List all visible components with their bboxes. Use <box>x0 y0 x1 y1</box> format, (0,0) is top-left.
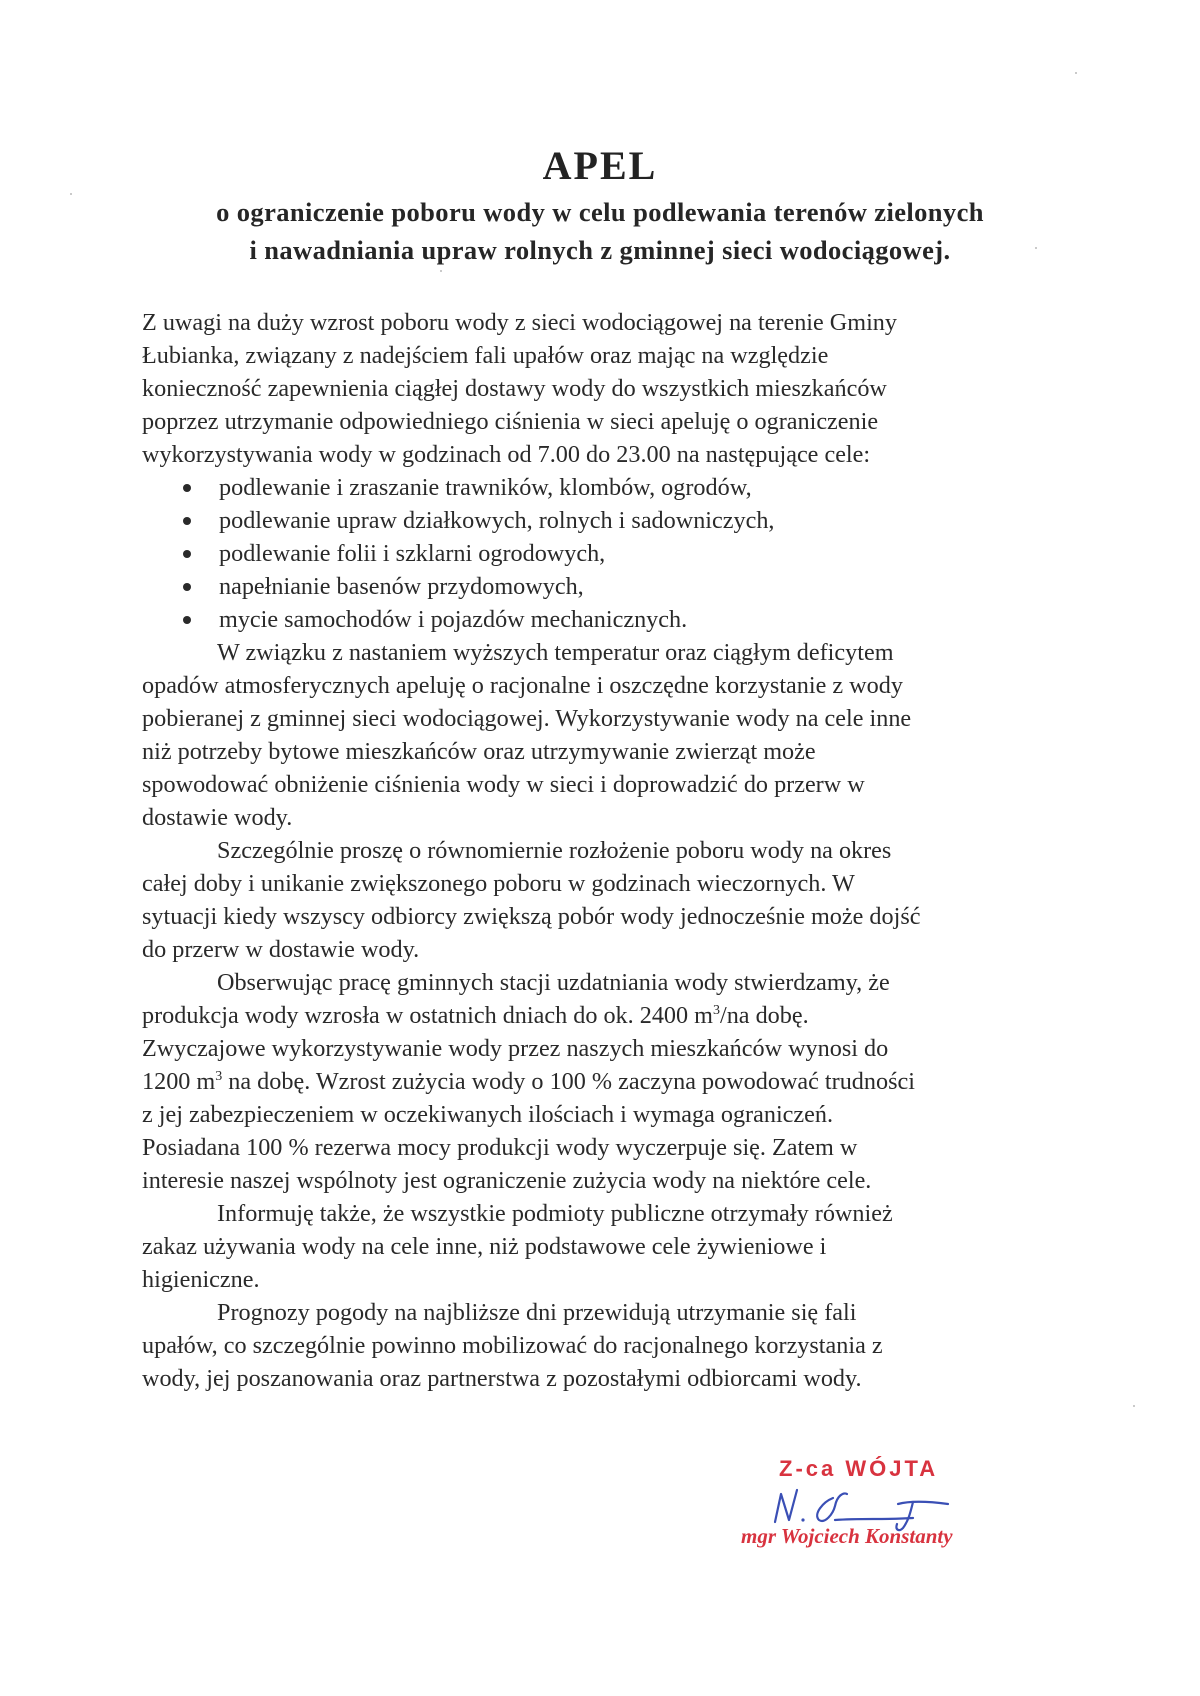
text-fragment: produkcja wody wzrosła w ostatnich dniach do ok. 2400 m <box>142 1002 713 1029</box>
list-item <box>142 504 1062 537</box>
paragraph <box>142 1296 1062 1395</box>
document-title: APEL <box>542 143 658 188</box>
text-line: Z uwagi na duży wzrost poboru wody z sieci wodociągowej na terenie Gminy <box>142 309 897 336</box>
text-line: Zwyczajowe wykorzystywanie wody przez naszych mieszkańców wynosi do <box>142 1035 889 1062</box>
intro-paragraph <box>142 306 1062 471</box>
text-line: Szczególnie proszę o równomiernie rozłożenie poboru wody na okres <box>217 837 892 864</box>
bullet-icon <box>183 583 191 591</box>
scan-speck <box>1133 1405 1135 1407</box>
text-line: W związku z nastaniem wyższych temperatur oraz ciągłym deficytem <box>217 639 894 666</box>
text-line: wody, jej poszanowania oraz partnerstwa z pozostałymi odbiorcami wody. <box>142 1365 862 1392</box>
text-line: upałów, co szczególnie powinno mobilizować do racjonalnego korzystania z <box>142 1332 883 1359</box>
bullet-icon <box>183 550 191 558</box>
text-line: Informuję także, że wszystkie podmioty publiczne otrzymały również <box>217 1200 893 1227</box>
list-item-text: podlewanie folii i szklarni ogrodowych, <box>219 540 606 567</box>
text-line: Prognozy pogody na najbliższe dni przewidują utrzymanie się fali <box>217 1299 857 1326</box>
bullet-icon <box>183 517 191 525</box>
bullet-list <box>142 471 1062 636</box>
text-fragment: /na dobę. <box>719 1002 809 1029</box>
paragraph <box>142 834 1062 966</box>
scan-speck <box>1075 72 1077 74</box>
text-line: pobieranej z gminnej sieci wodociągowej. Wykorzystywanie wody na cele inne <box>142 705 912 732</box>
list-item <box>142 570 1062 603</box>
superscript: 3 <box>215 1068 223 1084</box>
list-item-text: mycie samochodów i pojazdów mechanicznych. <box>219 606 688 633</box>
document-body <box>142 306 1062 1395</box>
subtitle-line: o ograniczenie poboru wody w celu podlewania terenów zielonych <box>216 197 984 227</box>
text-line: całej doby i unikanie zwiększonego poboru w godzinach wieczornych. W <box>142 870 855 897</box>
bullet-icon <box>183 484 191 492</box>
paragraph <box>142 636 1062 834</box>
text-line: niż potrzeby bytowe mieszkańców oraz utrzymywanie zwierząt może <box>142 738 816 765</box>
list-item <box>142 537 1062 570</box>
text-line: z jej zabezpieczeniem w oczekiwanych ilościach i wymaga ograniczeń. <box>142 1101 834 1128</box>
list-item <box>142 603 1062 636</box>
stamp-name: mgr Wojciech Konstanty <box>741 1524 953 1548</box>
text-line: Łubianka, związany z nadejściem fali upałów oraz mając na względzie <box>142 342 829 369</box>
text-line <box>142 999 1062 1032</box>
text-line: Posiadana 100 % rezerwa mocy produkcji wody wyczerpuje się. Zatem w <box>142 1134 858 1161</box>
text-line: zakaz używania wody na cele inne, niż podstawowe cele żywieniowe i <box>142 1233 827 1260</box>
text-line: spowodować obniżenie ciśnienia wody w sieci i doprowadzić do przerw w <box>142 771 865 798</box>
list-item <box>142 471 1062 504</box>
text-fragment: 1200 m <box>142 1068 216 1095</box>
bullet-icon <box>183 616 191 624</box>
text-line: konieczność zapewnienia ciągłej dostawy wody do wszystkich mieszkańców <box>142 375 887 402</box>
text-line: interesie naszej wspólnoty jest ograniczenie zużycia wody na niektóre cele. <box>142 1167 872 1194</box>
scan-speck <box>440 270 442 272</box>
paragraph <box>142 1197 1062 1296</box>
text-line: sytuacji kiedy wszyscy odbiorcy zwiększą pobór wody jednocześnie może dojść <box>142 903 921 930</box>
scan-speck <box>1035 247 1037 249</box>
text-fragment: na dobę. Wzrost zużycia wody o 100 % zaczyna powodować trudności <box>222 1068 915 1095</box>
list-item-text: podlewanie upraw działkowych, rolnych i sadowniczych, <box>219 507 775 534</box>
text-line: wykorzystywania wody w godzinach od 7.00 do 23.00 na następujące cele: <box>142 441 871 468</box>
scan-speck <box>70 193 72 195</box>
text-line: poprzez utrzymanie odpowiedniego ciśnienia w sieci apeluję o ograniczenie <box>142 408 879 435</box>
text-line <box>142 1065 1062 1098</box>
document-subtitle <box>130 193 1070 269</box>
list-item-text: podlewanie i zraszanie trawników, klombów, ogrodów, <box>219 474 752 501</box>
text-line: do przerw w dostawie wody. <box>142 936 420 963</box>
paragraph <box>142 966 1062 1197</box>
text-line: higieniczne. <box>142 1266 260 1293</box>
text-line: opadów atmosferycznych apeluję o racjonalne i oszczędne korzystanie z wody <box>142 672 903 699</box>
official-stamp <box>735 1456 1015 1566</box>
text-line: Obserwując pracę gminnych stacji uzdatniania wody stwierdzamy, że <box>217 969 890 996</box>
subtitle-line: i nawadniania upraw rolnych z gminnej sieci wodociągowej. <box>249 235 951 265</box>
list-item-text: napełnianie basenów przydomowych, <box>219 573 584 600</box>
text-line: dostawie wody. <box>142 804 293 831</box>
stamp-title: Z-ca WÓJTA <box>779 1456 939 1481</box>
superscript: 3 <box>712 1002 720 1018</box>
